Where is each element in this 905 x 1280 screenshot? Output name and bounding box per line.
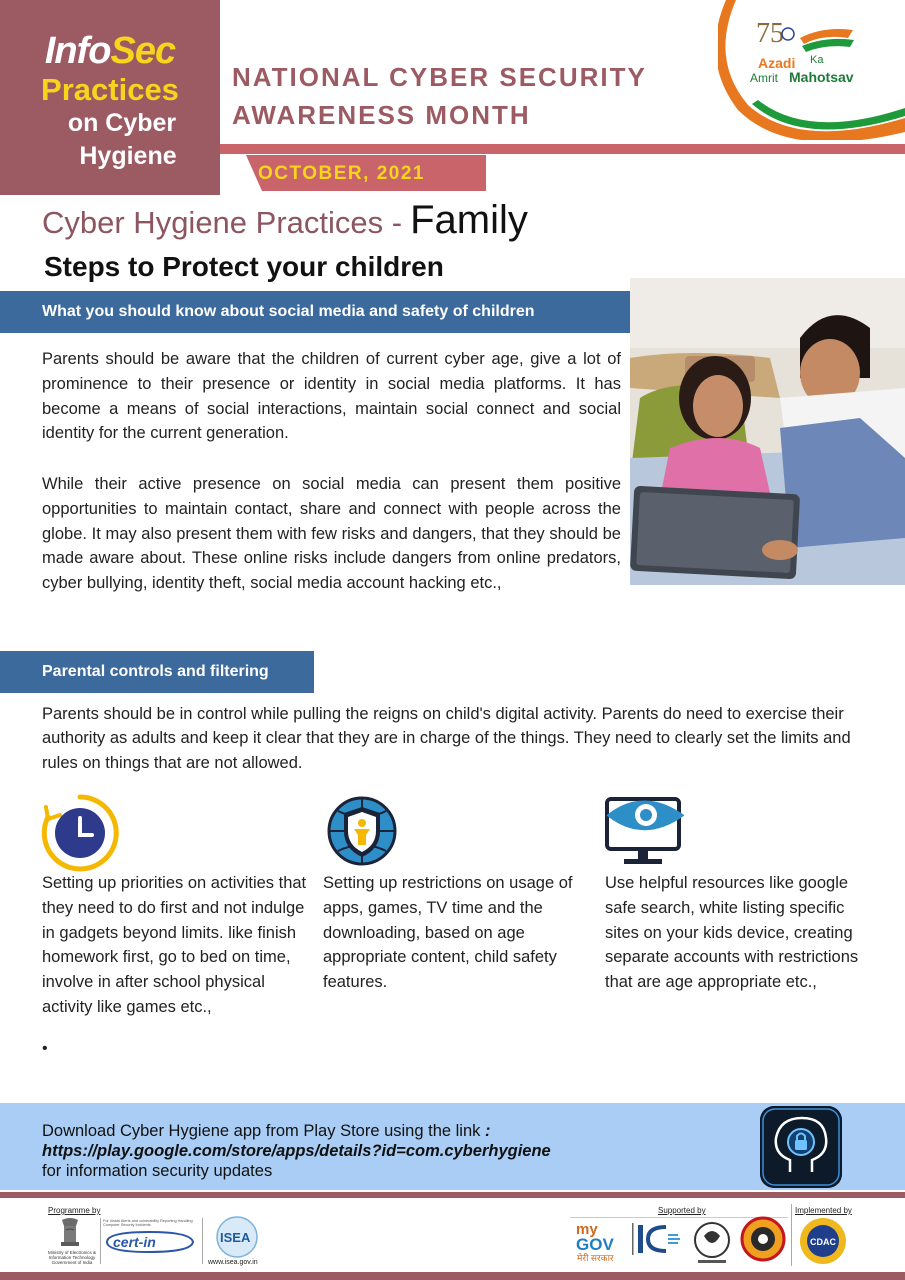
page-subtitle: Steps to Protect your children: [44, 251, 444, 282]
download-intro-text: Download Cyber Hygiene app from Play Store using the link: [42, 1122, 481, 1140]
cdac-logo: [798, 1216, 848, 1266]
supported-by-label: Supported by: [658, 1206, 706, 1215]
isea-text: ISEA: [220, 1230, 251, 1245]
brand-sec: Sec: [110, 30, 176, 72]
download-purpose: for information security updates: [42, 1162, 273, 1180]
tip-resources-text: Use helpful resources like google safe search, white listing specific sites on your kids device, creating separate accounts with restrictions that are age appropriate etc.,: [605, 874, 859, 992]
mygov-tagline: मेरी सरकार: [577, 1253, 614, 1263]
footer-divider: [791, 1204, 792, 1266]
logo-ka: Ka: [810, 54, 824, 66]
campaign-title-line-2: AWARENESS MONTH: [232, 100, 531, 130]
brand-on-cyber: on Cyber: [67, 109, 177, 137]
page-title-prefix: Cyber Hygiene Practices -: [42, 205, 403, 240]
cyber-hygiene-app-icon[interactable]: [760, 1106, 842, 1188]
certin-text: cert-in: [113, 1234, 156, 1250]
mygov-gov: GOV: [576, 1235, 614, 1254]
cyber-surakshit-logo: [740, 1216, 786, 1262]
certin-logo: [103, 1230, 195, 1254]
tip-priorities-text: Setting up priorities on activities that they need to do first and not indulge in gadgets beyond limits. like finish homework first, go to bed on time, involve in after school physical activity like games etc.,: [42, 874, 307, 1016]
footer-divider-1: [100, 1218, 101, 1264]
implemented-by-label: Implemented by: [795, 1206, 852, 1215]
brand-practices: Practices: [41, 72, 179, 107]
isea-logo: [212, 1215, 262, 1259]
social-media-paragraph-1: Parents should be aware that the children of current cyber age, give a lot of prominence to their presence or identity in social media platforms. It has become a means of social interactions, maintain social connect and social identity for the current generation.: [42, 350, 621, 443]
header-stripe: [220, 144, 905, 154]
parental-controls-paragraph: Parents should be in control while pulling the reigns on child's digital activity. Parents do need to exercise their authority as adults and keep it clear that they are in charge of the things. They need to clearly set the limits and rules on things that are not allowed.: [42, 705, 851, 772]
bottom-stripe: [0, 1272, 905, 1280]
download-colon: :: [485, 1122, 491, 1140]
certin-tagline: For Vistas Alerts and vulnerability Reporting Handling Computer Security Incidents: [103, 1219, 193, 1227]
empty-bullet: •: [42, 1040, 48, 1057]
page-title-topic: Family: [410, 198, 528, 242]
brand-hygiene: Hygiene: [79, 142, 177, 170]
monitor-eye-icon: [604, 793, 684, 873]
ministry-label: Ministry of Electronics & Information Technology Government of India: [47, 1250, 96, 1265]
footer-stripe: [0, 1192, 905, 1198]
azadi-ka-amrit-mahotsav-logo: [718, 0, 905, 140]
campaign-date: OCTOBER, 2021: [258, 163, 425, 184]
logo-75: 75: [756, 18, 784, 49]
programme-by-label: Programme by: [48, 1206, 101, 1215]
logo-amrit: Amrit: [750, 71, 778, 85]
isea-url[interactable]: www.isea.gov.in: [208, 1259, 258, 1266]
brand-box: [0, 0, 220, 195]
mygov-my: my: [576, 1221, 598, 1238]
play-store-link[interactable]: https://play.google.com/store/apps/details?id=com.cyberhygiene: [42, 1142, 551, 1160]
cyber-crime-emblem: [690, 1216, 734, 1266]
logo-mahotsav: Mahotsav: [789, 69, 854, 85]
footer-divider-2: [202, 1218, 203, 1264]
logo-azadi: Azadi: [758, 55, 796, 71]
social-media-paragraph-2: While their active presence on social media can present them positive opportunities to maintain contact, share and connect with people across the globe. It may also present them with few risks and dangers, that they should be made aware about. These online risks include dangers from online predators, cyber bullying, identity theft, social media account hacking etc.,: [42, 475, 621, 593]
brand-info: Info: [44, 30, 111, 72]
section-heading-social-media: What you should know about social media and safety of children: [0, 291, 630, 333]
brand-infosec: [0, 30, 220, 73]
section-heading-parental-controls: Parental controls and filtering: [0, 651, 314, 693]
cdac-text: CDAC: [810, 1237, 836, 1247]
download-intro: [42, 1122, 491, 1141]
indian-cybercrime-logo: [632, 1221, 682, 1257]
campaign-title-line-1: NATIONAL CYBER SECURITY: [232, 62, 647, 92]
tip-restrictions-text: Setting up restrictions on usage of apps, games, TV time and the downloading, based on age appropriate content, child safety features.: [323, 874, 573, 992]
page-title: [42, 198, 528, 243]
clock-icon: [40, 793, 120, 873]
mother-and-child-tablet-photo: [630, 278, 905, 585]
shield-child-icon: [324, 793, 404, 873]
